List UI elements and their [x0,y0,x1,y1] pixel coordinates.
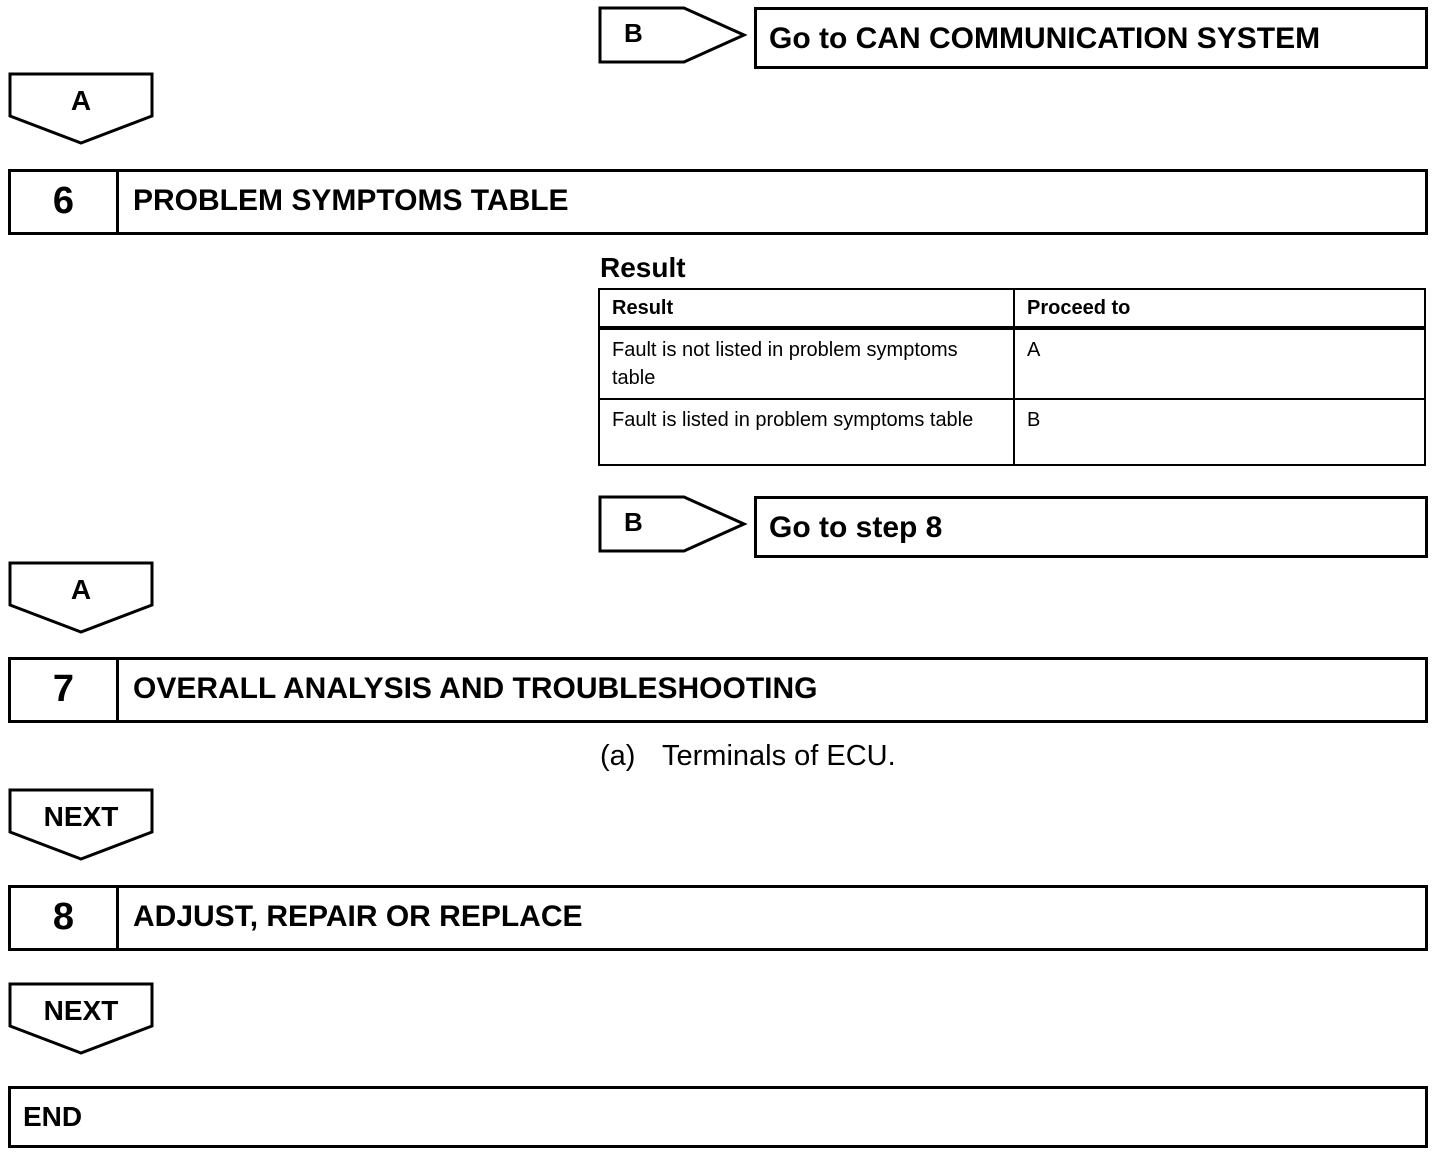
step-number: 6 [11,172,119,232]
proceed-cell: B [1014,399,1425,465]
next-label: NEXT [43,995,119,1026]
end-box [8,1086,1428,1148]
result-cell: Fault is listed in problem symptoms table [599,399,1014,465]
instruction-note [600,740,896,773]
branch-tag-label: A [70,574,92,605]
step-title: PROBLEM SYMPTOMS TABLE [133,184,569,217]
step-6-header [8,169,1428,235]
table-row [599,399,1425,465]
goto-text: Go to step 8 [769,511,943,544]
branch-a-arrow-1[interactable] [8,72,154,146]
column-header-result: Result [599,289,1014,328]
column-header-proceed: Proceed to [1014,289,1425,328]
next-label: NEXT [43,801,119,832]
step-number: 8 [11,888,119,948]
step-title: OVERALL ANALYSIS AND TROUBLESHOOTING [133,672,818,705]
branch-a-arrow-2[interactable] [8,561,154,635]
branch-b-tag-top[interactable] [598,6,748,64]
step-number: 7 [11,660,119,720]
branch-tag-label: B [624,507,643,537]
next-arrow-2[interactable] [8,982,154,1056]
goto-step-8-box[interactable] [754,496,1428,558]
branch-b-tag-mid[interactable] [598,495,748,553]
note-text: Terminals of ECU. [662,740,896,772]
note-letter: (a) [600,740,636,772]
goto-text: Go to CAN COMMUNICATION SYSTEM [769,22,1321,55]
next-arrow-1[interactable] [8,788,154,862]
branch-arrow-right-icon [598,6,748,64]
goto-can-communication-box[interactable] [754,7,1428,69]
result-cell: Fault is not listed in problem symptoms table [599,328,1014,399]
table-header-row [599,289,1425,328]
branch-tag-label: B [624,18,643,48]
table-row [599,328,1425,399]
end-label: END [23,1101,83,1132]
step-title: ADJUST, REPAIR OR REPLACE [133,900,583,933]
result-heading: Result [600,252,686,283]
result-table [598,288,1426,466]
step-8-header [8,885,1428,951]
proceed-cell: A [1014,328,1425,399]
step-7-header [8,657,1428,723]
branch-tag-label: A [70,85,92,116]
branch-arrow-right-icon [598,495,748,553]
